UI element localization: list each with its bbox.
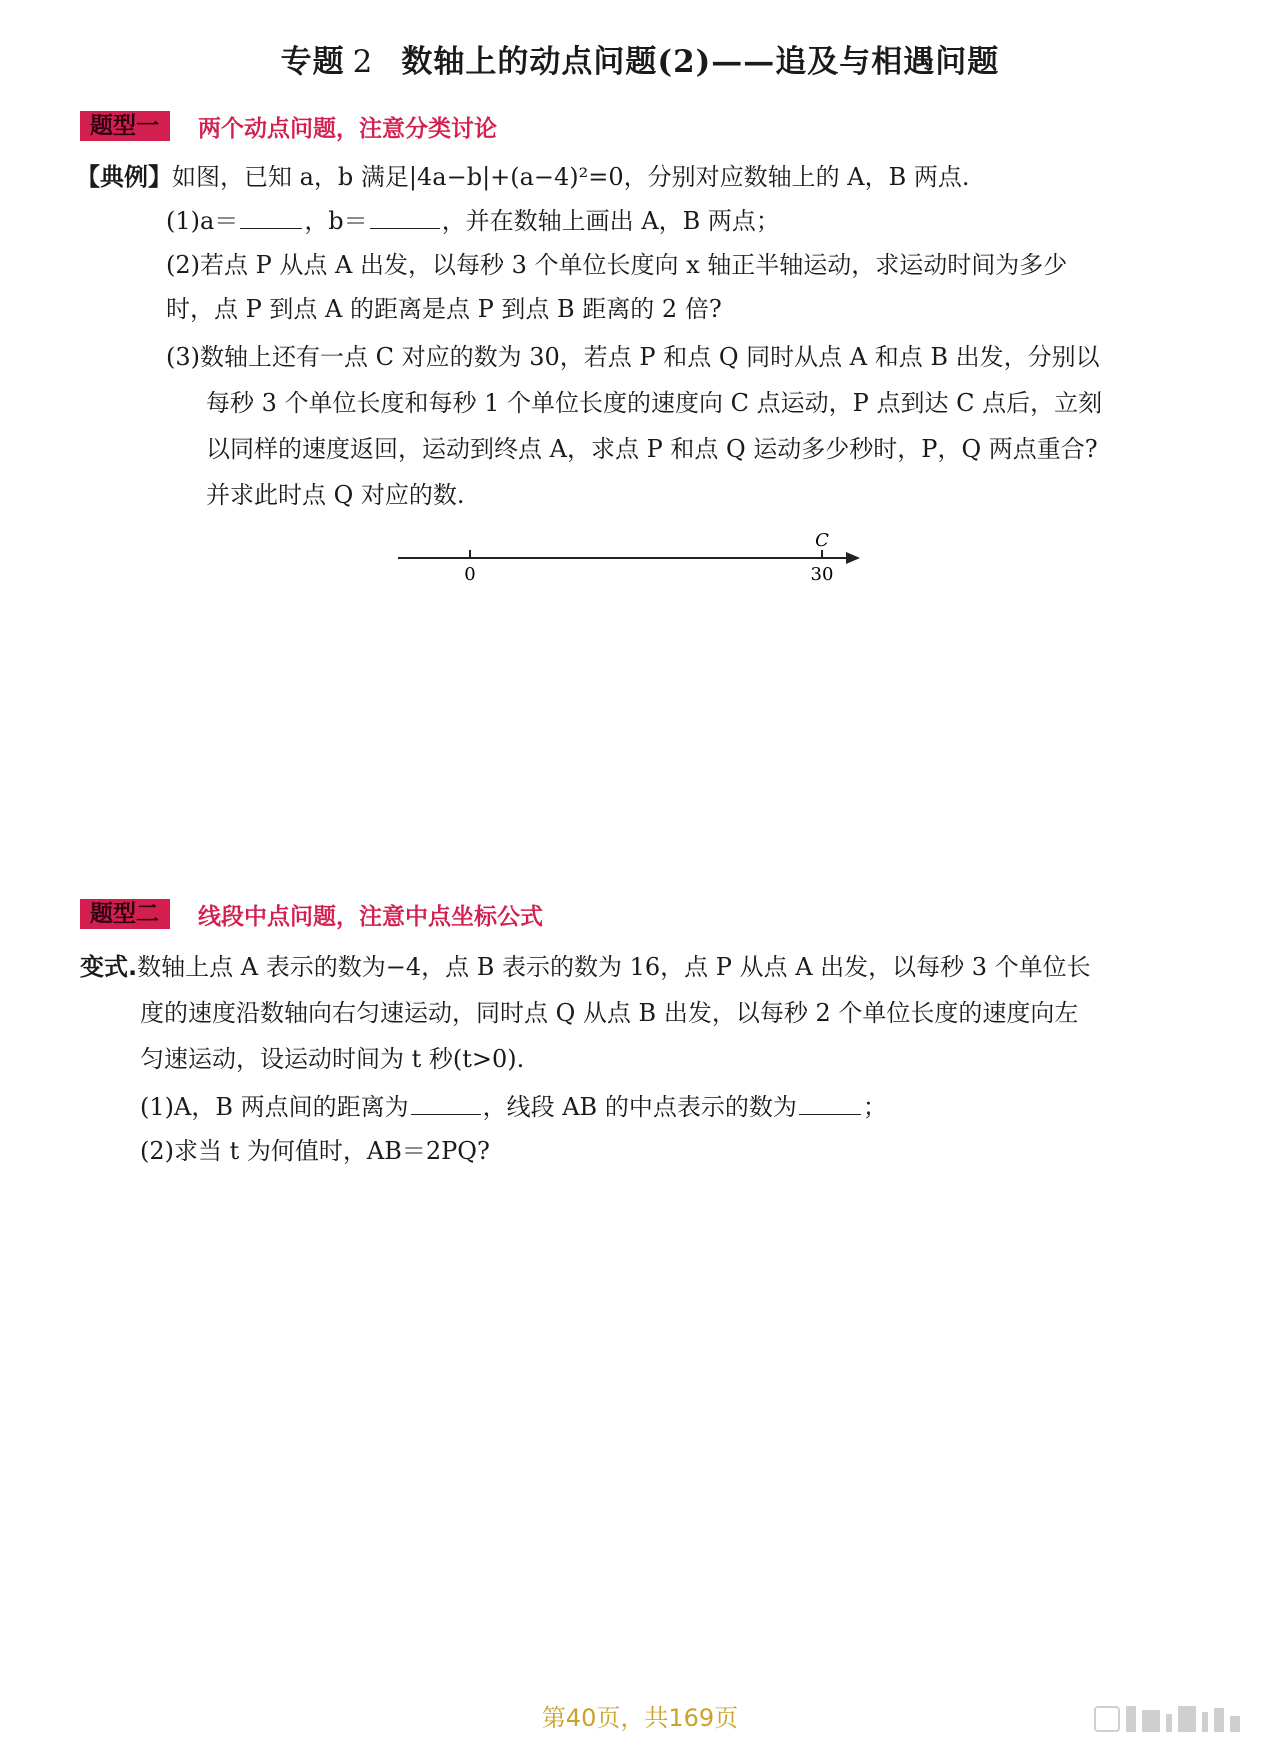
example-intro: 如图，已知 a，b 满足|4a−b|+(a−4)²=0，分别对应数轴上的 A，B 两点. xyxy=(172,163,970,191)
tick-zero-label: 0 xyxy=(464,564,476,585)
page-title xyxy=(0,36,1280,81)
q1-prefix: (1)a＝ xyxy=(166,207,239,235)
number-line xyxy=(390,530,870,590)
tick-c-value: 30 xyxy=(810,564,834,585)
example-q2-line1: (2)若点 P 从点 A 出发，以每秒 3 个单位长度向 x 轴正半轴运动，求运动时间为多少 xyxy=(166,251,1068,279)
variant-lead: 变式. xyxy=(80,953,138,981)
variant-q1-suffix: ； xyxy=(862,1093,887,1121)
answer-blank-b[interactable] xyxy=(370,206,440,229)
variant-intro1: 数轴上点 A 表示的数为−4，点 B 表示的数为 16，点 P 从点 A 出发，以每秒 3 个单位长 xyxy=(137,953,1091,981)
section2-header xyxy=(80,898,543,930)
example-lead: 【典例】 xyxy=(76,163,172,191)
example-q3-line3: 以同样的速度返回，运动到终点 A，求点 P 和点 Q 运动多少秒时，P，Q 两点重合? xyxy=(206,435,1098,463)
title-main: 数轴上的动点问题(2)——追及与相遇问题 xyxy=(401,44,1000,80)
section1-heading: 两个动点问题，注意分类讨论 xyxy=(198,115,497,142)
example-q1 xyxy=(166,204,780,238)
variant-q1-prefix: (1)A，B 两点间的距离为 xyxy=(140,1093,409,1121)
title-number: 2 xyxy=(352,44,374,80)
variant-q1 xyxy=(140,1090,887,1124)
section2-badge: 题型二 xyxy=(80,899,170,929)
example-q3-line1: (3)数轴上还有一点 C 对应的数为 30，若点 P 和点 Q 同时从点 A 和点 B 出发，分别以 xyxy=(166,343,1100,371)
variant-intro-line3: 匀速运动，设运动时间为 t 秒(t>0). xyxy=(140,1045,525,1073)
answer-blank-midpoint[interactable] xyxy=(799,1092,861,1115)
number-line-arrow xyxy=(846,552,860,564)
example-q3-line2: 每秒 3 个单位长度和每秒 1 个单位长度的速度向 C 点运动，P 点到达 C 点后，立刻 xyxy=(206,389,1103,417)
section2-heading: 线段中点问题，注意中点坐标公式 xyxy=(198,903,543,930)
variant-q2: (2)求当 t 为何值时，AB＝2PQ? xyxy=(140,1137,490,1165)
title-prefix: 专题 xyxy=(280,44,345,80)
example-q3-line4: 并求此时点 Q 对应的数. xyxy=(206,481,465,509)
answer-blank-a[interactable] xyxy=(240,206,302,229)
q1-mid: ，b＝ xyxy=(304,207,368,235)
point-c-label: C xyxy=(815,530,829,551)
variant-intro-line1 xyxy=(80,950,1091,984)
example-q2-line2: 时，点 P 到点 A 的距离是点 P 到点 B 距离的 2 倍? xyxy=(166,295,722,323)
section1-header xyxy=(80,110,497,142)
scan-marks xyxy=(1094,1706,1240,1732)
page-footer: 第40页，共169页 xyxy=(541,1704,739,1732)
variant-q1-mid: ，线段 AB 的中点表示的数为 xyxy=(482,1093,797,1121)
variant-intro-line2: 度的速度沿数轴向右匀速运动，同时点 Q 从点 B 出发，以每秒 2 个单位长度的速度向左 xyxy=(140,999,1079,1027)
section1-badge: 题型一 xyxy=(80,111,170,141)
q1-suffix: ，并在数轴上画出 A，B 两点； xyxy=(441,207,780,235)
example-intro-line xyxy=(76,160,970,194)
answer-blank-distance[interactable] xyxy=(411,1092,481,1115)
